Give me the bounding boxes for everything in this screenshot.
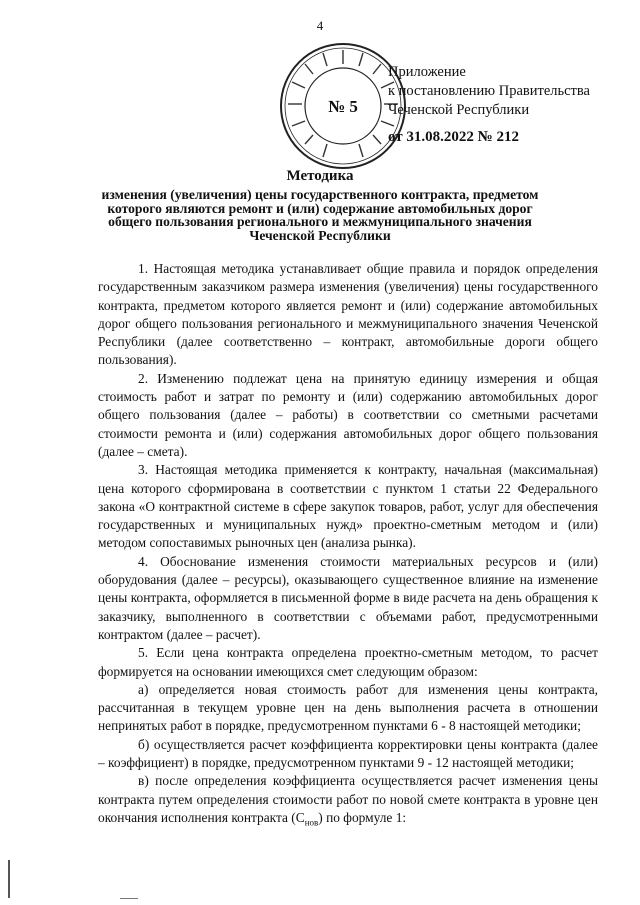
paragraph-text: в) после определения коэффициента осуществляется расчет изменения цены контракта путем определения стоимости работ по новой смете контракта в уровне цен окончания исполнения контракта (С: [98, 773, 598, 825]
paragraph: 5. Если цена контракта определена проектно-сметным методом, то расчет формируется на основании имеющихся смет следующим образом:: [98, 645, 598, 679]
paragraph: 2. Изменению подлежат цена на принятую единицу измерения и общая стоимость работ и затрат по ремонту и (или) содержанию автомобильных дорог общего пользования (далее – работы) в соответствии со сметными расчетами стоимости ремонта и (или) содержания автомобильных дорог общего пользования (далее – смета).: [98, 370, 598, 459]
scan-edge-mark: [8, 860, 10, 898]
appendix-republic: Чеченской Республики: [388, 102, 530, 118]
title-main: Методика: [286, 168, 354, 184]
seal-number: № 5: [328, 97, 358, 116]
document-body: [98, 260, 598, 832]
paragraph: [98, 772, 598, 832]
page-number: 4: [316, 18, 324, 33]
paragraph-text-end: ) по формуле 1:: [318, 809, 407, 825]
scan-dash-mark: [120, 898, 138, 899]
appendix-block: [388, 63, 618, 147]
paragraph: 3. Настоящая методика применяется к контракту, начальная (максимальная) цена которого сформирована в соответствии с пунктом 1 статьи 22 Федерального закона «О контрактной системе в сфере закупок товаров, работ, услуг для обеспечения государственных и муниципальных нужд» проектно-сметным методом и (или) методом сопоставимых рыночных цен (анализа рынка).: [98, 462, 598, 551]
subscript-text: нов: [304, 817, 319, 828]
paragraph: б) осуществляется расчет коэффициента корректировки цены контракта (далее – коэффициент) в порядке, предусмотренном пунктами 9 - 12 настоящей методики;: [98, 736, 598, 771]
appendix-date: от 31.08.2022 № 212: [388, 129, 519, 145]
appendix-label: Приложение: [388, 64, 466, 80]
paragraph: а) определяется новая стоимость работ для изменения цены контракта, рассчитанная в текущем уровне цен на день выполнения расчета в отношении непринятых работ в порядке, предусмотренном пунктами 6 - 8 настоящей методики;: [98, 681, 598, 734]
document-title: [100, 167, 540, 242]
appendix-resolution: к постановлению Правительства: [388, 83, 590, 99]
title-subtitle: изменения (увеличения) цены государственного контракта, предметом которого являются ремонт и (или) содержание автомобильных дорог общего пользования регионального и межмуниципального значения Чеченской Республики: [101, 187, 539, 243]
paragraph: 1. Настоящая методика устанавливает общие правила и порядок определения государственным заказчиком размера изменения (увеличения) цены государственного контракта, предметом которого является ремонт и (или) содержание автомобильных дорог общего пользования регионального и межмуниципального значения Чеченской Республики (далее соответственно – контракт, автомобильные дороги общего пользования).: [98, 261, 598, 368]
paragraph: 4. Обоснование изменения стоимости материальных ресурсов и (или) оборудования (далее – ресурсы), оказывающего существенное влияние на изменение цены контракта, оформляется в письменной форме в виде расчета на день обращения к заказчику, выполненного в соответствии с объемами работ, предусмотренными контрактом (далее – расчет).: [98, 553, 598, 642]
